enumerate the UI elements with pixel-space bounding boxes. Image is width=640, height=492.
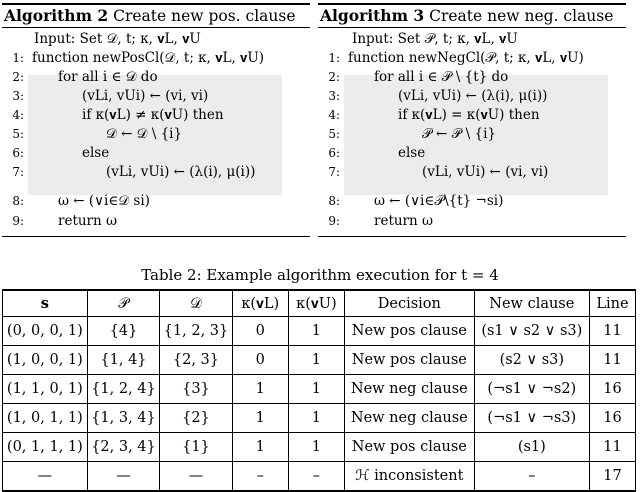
table-header-row [3, 290, 636, 317]
algo-line: 4: if κ(𝐯L) ≠ κ(𝐯U) then [12, 107, 224, 123]
header-d: 𝒟 [160, 290, 232, 317]
algorithm-2-box [2, 3, 310, 237]
header-kappa-vu: κ(𝐯U) [288, 290, 344, 317]
example-table [2, 289, 636, 492]
algorithm-label: Algorithm 3 [320, 6, 425, 25]
algo-line: 5: 𝒫 ← 𝒫 \ {i} [328, 126, 496, 142]
algo-line: 1: function newNegCl(𝒫, t; κ, 𝐯L, 𝐯U) [328, 50, 584, 66]
table-row: (1, 0, 0, 1) {1, 4} {2, 3} 0 1 New pos clause (s2 ∨ s3) 11 [3, 346, 636, 375]
algo-line: Input: Set 𝒫, t; κ, 𝐯L, 𝐯U [352, 31, 518, 47]
header-decision: Decision [344, 290, 474, 317]
table-caption: Table 2: Example algorithm execution for t = 4 [141, 266, 499, 284]
algo-line: 6: else [12, 145, 110, 161]
table-row: (1, 1, 0, 1) {1, 2, 4} {3} 1 1 New neg clause (¬s1 ∨ ¬s2) 16 [3, 375, 636, 404]
algo-line: 1: function newPosCl(𝒟, t; κ, 𝐯L, 𝐯U) [12, 50, 265, 66]
algo-line: 2: for all i ∈ 𝒫 \ {t} do [328, 69, 509, 85]
algorithm-3-box [318, 3, 626, 237]
algo-line: 8: ω ← (∨i∈𝒟 si) [12, 193, 150, 209]
bottom-rule [318, 236, 626, 237]
algo-line: 5: 𝒟 ← 𝒟 \ {i} [12, 126, 183, 142]
header-new-clause: New clause [474, 290, 589, 317]
header-p: 𝒫 [87, 290, 159, 317]
header-line: Line [590, 290, 636, 317]
algo-line: 3: (vLi, vUi) ← (vi, vi) [12, 88, 209, 104]
table-row: (1, 0, 1, 1) {1, 3, 4} {2} 1 1 New neg clause (¬s1 ∨ ¬s3) 16 [3, 404, 636, 433]
algo-line: Input: Set 𝒟, t; κ, 𝐯L, 𝐯U [34, 31, 201, 47]
algo-line: 6: else [328, 145, 426, 161]
algorithm-3-title [318, 5, 626, 27]
algo-line: 9: return ω [12, 213, 118, 229]
algo-line: 7: (vLi, vUi) ← (λ(i), μ(i)) [12, 164, 256, 180]
header-kappa-vl: κ(𝐯L) [232, 290, 288, 317]
algo-line: 8: ω ← (∨i∈𝒫\{t} ¬si) [328, 193, 504, 209]
algorithm-3-body [318, 28, 626, 236]
algo-line: 9: return ω [328, 213, 434, 229]
table-row: — — — – – ℋ inconsistent – 17 [3, 462, 636, 492]
algo-line: 2: for all i ∈ 𝒟 do [12, 69, 158, 85]
table-row: (0, 1, 1, 1) {2, 3, 4} {1} 1 1 New pos clause (s1) 11 [3, 433, 636, 462]
algorithm-2-body [2, 28, 310, 236]
algorithm-label: Algorithm 2 [4, 6, 109, 25]
algo-line: 4: if κ(𝐯L) = κ(𝐯U) then [328, 107, 540, 123]
algorithm-caption: Create new pos. clause [113, 7, 296, 25]
algorithm-2-title [2, 5, 310, 27]
table-row: (0, 0, 0, 1) {4} {1, 2, 3} 0 1 New pos clause (s1 ∨ s2 ∨ s3) 11 [3, 317, 636, 346]
algorithm-caption: Create new neg. clause [429, 7, 614, 25]
bottom-rule [2, 236, 310, 237]
header-s: s [3, 290, 88, 317]
algo-line: 7: (vLi, vUi) ← (vi, vi) [328, 164, 549, 180]
algo-line: 3: (vLi, vUi) ← (λ(i), μ(i)) [328, 88, 548, 104]
